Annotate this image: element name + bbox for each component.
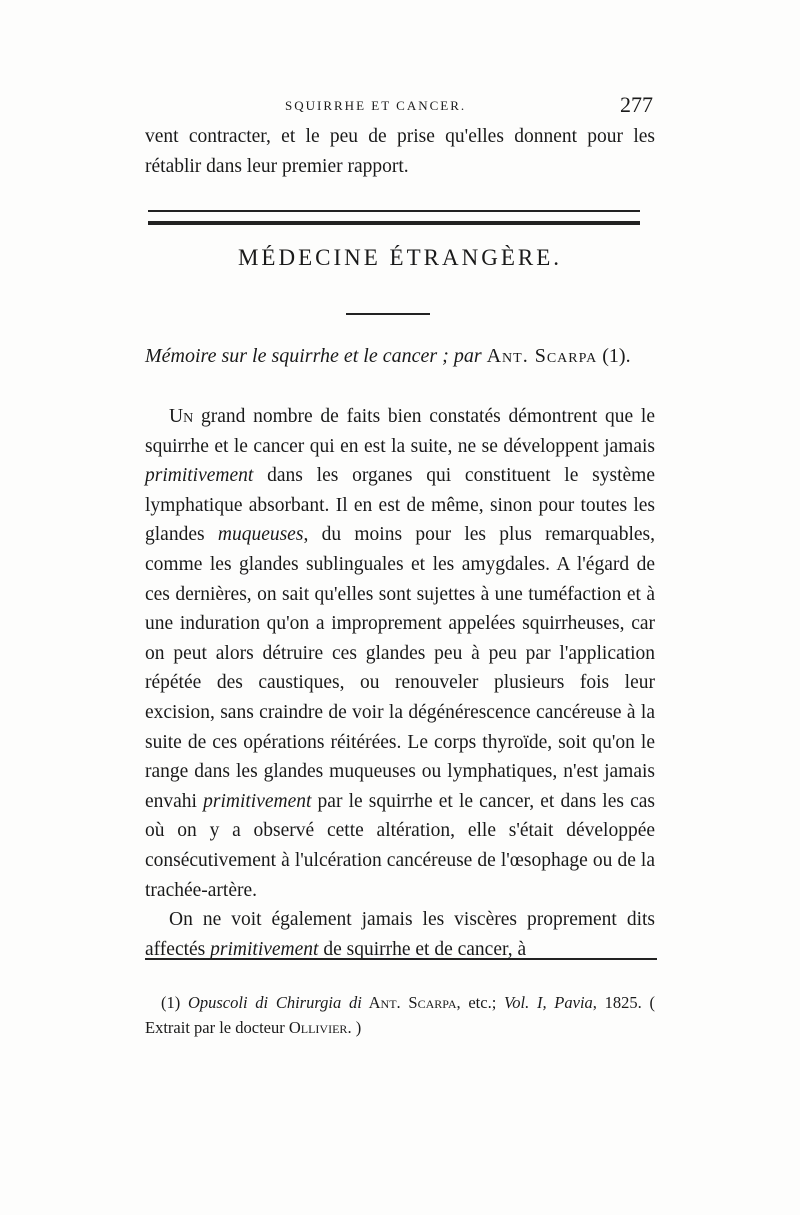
- text-run: , du moins pour les plus remarquables, comme les glandes sublinguales et les amygdales. A l'égard de ces dernières, on sait qu'elles sont sujettes à une tuméfaction et à une induration qu'on a improprement appelées squirrheuses, car on peut alors détruire ces glandes peu à peu par l'application répétée des caustiques, ou renouveler plusieurs fois leur excision, sans craindre de voir la dégénérescence cancéreuse à la suite de ces opérations réitérées. Le corps thyroïde, soit qu'on le range dans les glandes muqueuses ou lymphatiques, n'est jamais envahi: [145, 524, 655, 812]
- footnote: [145, 990, 655, 1040]
- page-number: 277: [620, 92, 653, 117]
- emphasis: Vol. I, Pavia: [504, 993, 593, 1012]
- section-title: MÉDECINE ÉTRANGÈRE.: [237, 245, 563, 270]
- author-name: Ant. Scarpa: [361, 993, 457, 1012]
- paragraph: [145, 905, 655, 964]
- running-head: [145, 92, 655, 122]
- emphasis: Opuscoli di Chirurgia di: [187, 993, 362, 1012]
- footnote-reference: (1).: [597, 345, 631, 367]
- emphasis: primitivement: [210, 938, 319, 960]
- article-author: Ant. Scarpa: [486, 345, 598, 367]
- article-title: [145, 345, 655, 368]
- text-run: , etc.;: [456, 993, 505, 1012]
- footnote-mark: (1): [161, 993, 188, 1012]
- title-rule: [346, 313, 430, 315]
- emphasis: muqueuses: [217, 524, 304, 546]
- text-run: par le squirrhe et le cancer, et dans les cas où on y a observé cette altération, elle s'était développée consécutivement à l'ulcération cancéreuse de l'œsophage ou de la trachée-artère.: [145, 790, 655, 901]
- section-divider: [148, 210, 640, 225]
- article-body: [145, 402, 655, 964]
- footnote-rule: [145, 958, 657, 960]
- emphasis: primitivement: [145, 465, 254, 487]
- text-run: . ): [347, 1018, 362, 1037]
- author-name: Ollivier: [288, 1018, 348, 1037]
- text-run: grand nombre de faits bien constatés démontrent que le squirrhe et le cancer qui en est la suite, ne se développent jamais: [145, 406, 655, 457]
- emphasis: primitivement: [203, 790, 312, 812]
- paragraph: [145, 402, 655, 905]
- opening-word: Un: [169, 406, 194, 427]
- carry-over-paragraph: vent contracter, et le peu de prise qu'elles donnent pour les rétablir dans leur premier rapport.: [145, 126, 655, 177]
- text-run: On ne voit également jamais les viscères proprement dits affectés: [145, 909, 655, 960]
- text-run: de squirrhe et de cancer, à: [318, 938, 527, 960]
- text-run: , 1825. ( Extrait par le docteur: [145, 993, 655, 1037]
- article-title-text: Mémoire sur le squirrhe et le cancer ; par: [145, 345, 482, 367]
- running-title: SQUIRRHE ET CANCER.: [285, 98, 467, 113]
- text-run: dans les organes qui constituent le système lymphatique absorbant. Il en est de même, sinon pour toutes les glandes: [145, 465, 655, 546]
